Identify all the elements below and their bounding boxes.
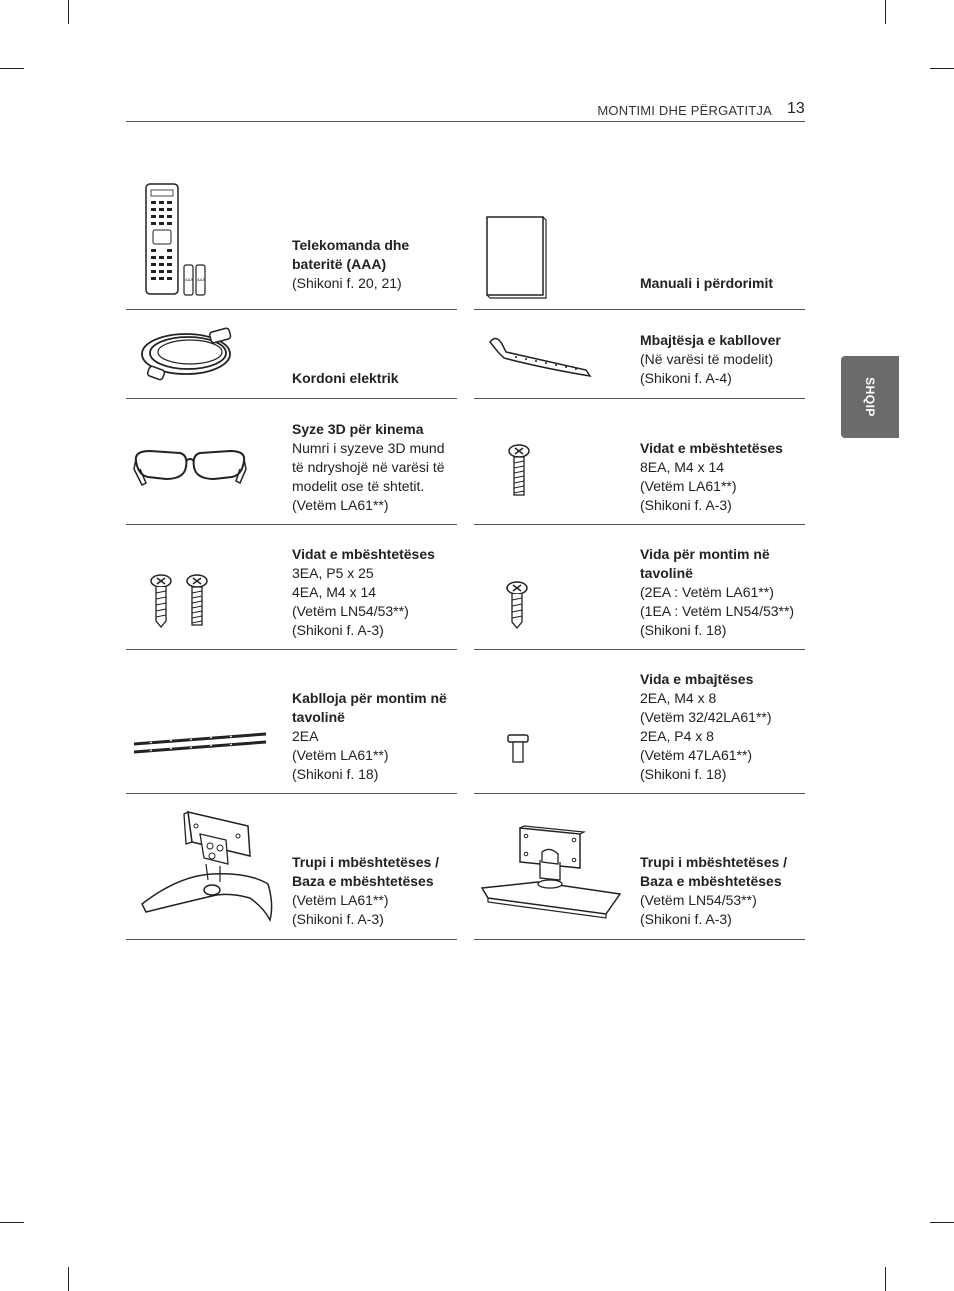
stand-screw-icon — [504, 443, 534, 499]
item-detail: (Vetëm LA61**) — [292, 747, 389, 763]
item-detail: 3EA, P5 x 25 — [292, 565, 374, 581]
item-stand-screws-la61 — [474, 399, 805, 525]
item-detail: (2EA : Vetëm LA61**) — [640, 584, 774, 600]
item-manual — [474, 175, 805, 310]
item-detail: (Vetëm LA61**) — [292, 892, 389, 908]
item-detail: (Shikoni f. A-4) — [640, 370, 732, 386]
item-detail: (Shikoni f. A-3) — [292, 622, 384, 638]
item-detail: 2EA, P4 x 8 — [640, 728, 714, 744]
item-desk-mount-screw — [474, 525, 805, 650]
item-detail: (Shikoni f. A-3) — [640, 497, 732, 513]
item-title: Vida e mbajtëses — [640, 671, 754, 687]
cable-holder-icon — [482, 330, 602, 390]
stand-body-base-la61-icon — [138, 808, 278, 933]
crop-mark — [68, 0, 69, 24]
holder-screw-icon — [504, 732, 534, 766]
crop-mark — [930, 68, 954, 69]
item-title: Manuali i përdorimit — [640, 275, 774, 291]
item-title: Trupi i mbështetëses / — [640, 854, 788, 870]
item-power-cord — [126, 310, 457, 399]
item-title: Vidat e mbështetëses — [640, 440, 783, 456]
item-detail: 8EA, M4 x 14 — [640, 459, 725, 475]
page-number: 13 — [787, 100, 805, 117]
item-title: Baza e mbështetëses — [292, 873, 434, 889]
desk-mount-screw-icon — [502, 580, 532, 630]
item-detail: Numri i syzeve 3D mund — [292, 440, 445, 456]
item-detail: (Vetëm 32/42LA61**) — [640, 709, 772, 725]
item-title: tavolinë — [640, 565, 693, 581]
item-title: bateritë (AAA) — [292, 256, 387, 272]
item-title: Vida për montim në — [640, 546, 770, 562]
power-cord-icon — [136, 320, 256, 390]
item-title: Syze 3D për kinema — [292, 421, 424, 437]
crop-mark — [885, 0, 886, 24]
item-detail: (Shikoni f. 18) — [640, 622, 727, 638]
item-stand-screws-ln54 — [126, 525, 457, 650]
crop-mark — [68, 1267, 69, 1291]
item-detail: (Vetëm LA61**) — [292, 497, 389, 513]
item-holder-screw — [474, 650, 805, 794]
item-detail: (1EA : Vetëm LN54/53**) — [640, 603, 795, 619]
item-title: Trupi i mbështetëses / — [292, 854, 440, 870]
item-title: Vidat e mbështetëses — [292, 546, 435, 562]
remote-and-batteries-icon — [140, 181, 240, 306]
item-detail: (Vetëm LA61**) — [640, 478, 737, 494]
item-detail: (Vetëm LN54/53**) — [292, 603, 409, 619]
svg-text:AAA: AAA — [197, 277, 206, 282]
item-detail: (Vetëm 47LA61**) — [640, 747, 753, 763]
item-detail: të ndryshojë në varësi të — [292, 459, 445, 475]
item-detail: (Shikoni f. A-3) — [640, 911, 732, 927]
item-title: tavolinë — [292, 709, 345, 725]
language-tab[interactable] — [841, 356, 899, 438]
svg-text:AAA: AAA — [185, 277, 194, 282]
item-stand-ln54 — [474, 794, 805, 940]
row-divider — [474, 939, 805, 940]
item-detail: (Shikoni f. 20, 21) — [292, 275, 402, 291]
item-detail: (Shikoni f. 18) — [640, 766, 727, 782]
crop-mark — [0, 1222, 24, 1223]
item-title: Telekomanda dhe — [292, 237, 410, 253]
item-detail: (Në varësi të modelit) — [640, 351, 774, 367]
page-header-title: MONTIMI DHE PËRGATITJA — [597, 103, 772, 118]
item-3d-glasses — [126, 399, 457, 525]
3d-glasses-icon — [130, 439, 250, 499]
item-title: Baza e mbështetëses — [640, 873, 782, 889]
item-desk-mount-cable — [126, 650, 457, 794]
item-stand-la61 — [126, 794, 457, 940]
crop-mark — [0, 68, 24, 69]
header-rule — [126, 121, 805, 122]
item-title: Mbajtësja e kabllover — [640, 332, 781, 348]
item-detail: (Shikoni f. 18) — [292, 766, 379, 782]
item-title: Kordoni elektrik — [292, 370, 399, 386]
item-detail: (Shikoni f. A-3) — [292, 911, 384, 927]
item-detail: 2EA, M4 x 8 — [640, 690, 717, 706]
row-divider — [126, 939, 457, 940]
item-cable-holder — [474, 310, 805, 399]
crop-mark — [885, 1267, 886, 1291]
desk-mount-cable-icon — [130, 730, 270, 760]
item-remote — [126, 175, 457, 310]
manual-icon — [482, 211, 552, 301]
item-detail: modelit ose të shtetit. — [292, 478, 425, 494]
language-tab-label: SHQIP — [863, 377, 877, 417]
stand-screws-pair-icon — [146, 573, 216, 629]
item-detail: 2EA — [292, 728, 319, 744]
item-title: Kablloja për montim në — [292, 690, 447, 706]
item-detail: 4EA, M4 x 14 — [292, 584, 377, 600]
stand-body-base-ln54-icon — [478, 824, 628, 924]
crop-mark — [930, 1222, 954, 1223]
item-detail: (Vetëm LN54/53**) — [640, 892, 757, 908]
